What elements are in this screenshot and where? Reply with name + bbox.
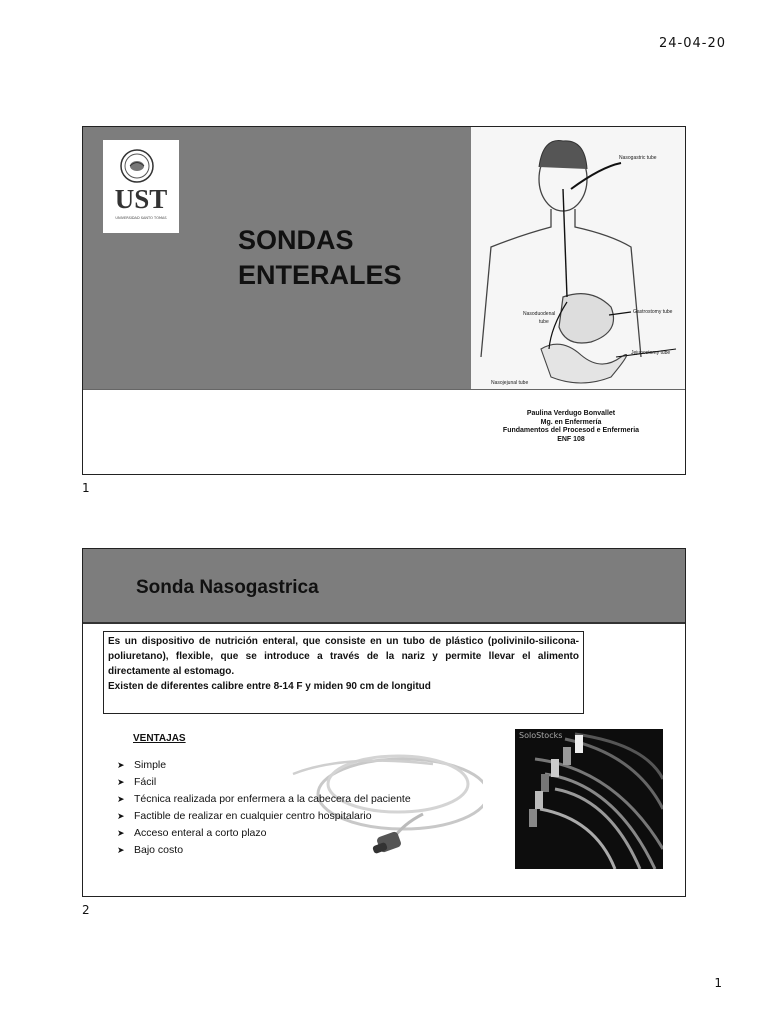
logo-text: UST (114, 184, 168, 214)
advantages-list (117, 757, 411, 859)
credit-degree: Mg. en Enfermería (540, 418, 602, 426)
arrowhead-bullet-icon: ➤ (117, 828, 125, 838)
enteral-tubes-illustration (471, 127, 685, 389)
title-band (83, 549, 685, 622)
tubes-photo-graphic (515, 729, 663, 869)
arrowhead-bullet-icon: ➤ (117, 845, 125, 855)
list-item: ➤ Fácil (117, 774, 411, 791)
slide-divider (83, 389, 685, 390)
arrowhead-bullet-icon: ➤ (117, 777, 125, 787)
label-jejunostomy: Jejunostomy tube (631, 350, 671, 356)
label-nasoduodenal-2: tube (539, 319, 549, 325)
credit-code: ENF 108 (557, 435, 585, 443)
slide-title: Sonda Nasogastrica (136, 577, 319, 598)
list-item: ➤ Acceso enteral a corto plazo (117, 825, 411, 842)
slide-2 (82, 548, 686, 897)
slide-number-1: 1 (82, 481, 90, 495)
advantages-title: VENTAJAS (133, 733, 186, 744)
title-line-1: SONDAS (238, 225, 354, 255)
author-credits (481, 410, 661, 444)
arrowhead-bullet-icon: ➤ (117, 811, 125, 821)
label-nasoduodenal-1: Nasoduodenal (523, 311, 556, 317)
slide-title (238, 223, 402, 293)
title-underline (83, 622, 685, 624)
arrowhead-bullet-icon: ➤ (117, 794, 125, 804)
slide-1 (82, 126, 686, 475)
list-item: ➤ Factible de realizar en cualquier centro hospitalario (117, 808, 411, 825)
label-nasojejunal: Nasojejunal tube (491, 380, 529, 386)
logo-subtext: UNIVERSIDAD SANTO TOMAS (115, 216, 167, 220)
tubes-photo (515, 729, 663, 869)
university-seal-icon (120, 149, 154, 183)
credit-course: Fundamentos del Procesod e Enfermeria (502, 427, 640, 434)
list-item: ➤ Simple (117, 757, 411, 774)
definition-text: Es un dispositivo de nutrición enteral, que consiste en un tubo de plástico (polivinilo-silicona-poliuretano), flexible, que se introduce a través de la nariz y permite llevar el alimento directamente al estomago. (108, 636, 579, 677)
arrowhead-bullet-icon: ➤ (117, 760, 125, 770)
label-nasogastric: Nasogastric tube (619, 155, 657, 161)
list-item: ➤ Bajo costo (117, 842, 411, 859)
photo-watermark: SoloStocks (519, 731, 563, 740)
label-gastrostomy: Gastrostomy tube (633, 309, 673, 315)
slide-number-2: 2 (82, 903, 90, 917)
credit-name: Paulina Verdugo Bonvallet (526, 410, 616, 417)
list-item: ➤ Técnica realizada por enfermera a la cabecera del paciente (117, 791, 411, 808)
title-band (83, 127, 471, 389)
definition-box (103, 631, 584, 714)
title-line-2: ENTERALES (238, 260, 402, 290)
document-date: 24-04-20 (658, 36, 726, 51)
ust-logo (103, 140, 179, 233)
page-number: 1 (714, 976, 722, 990)
calibre-text: Existen de diferentes calibre entre 8-14 F y miden 90 cm de longitud (108, 681, 431, 692)
